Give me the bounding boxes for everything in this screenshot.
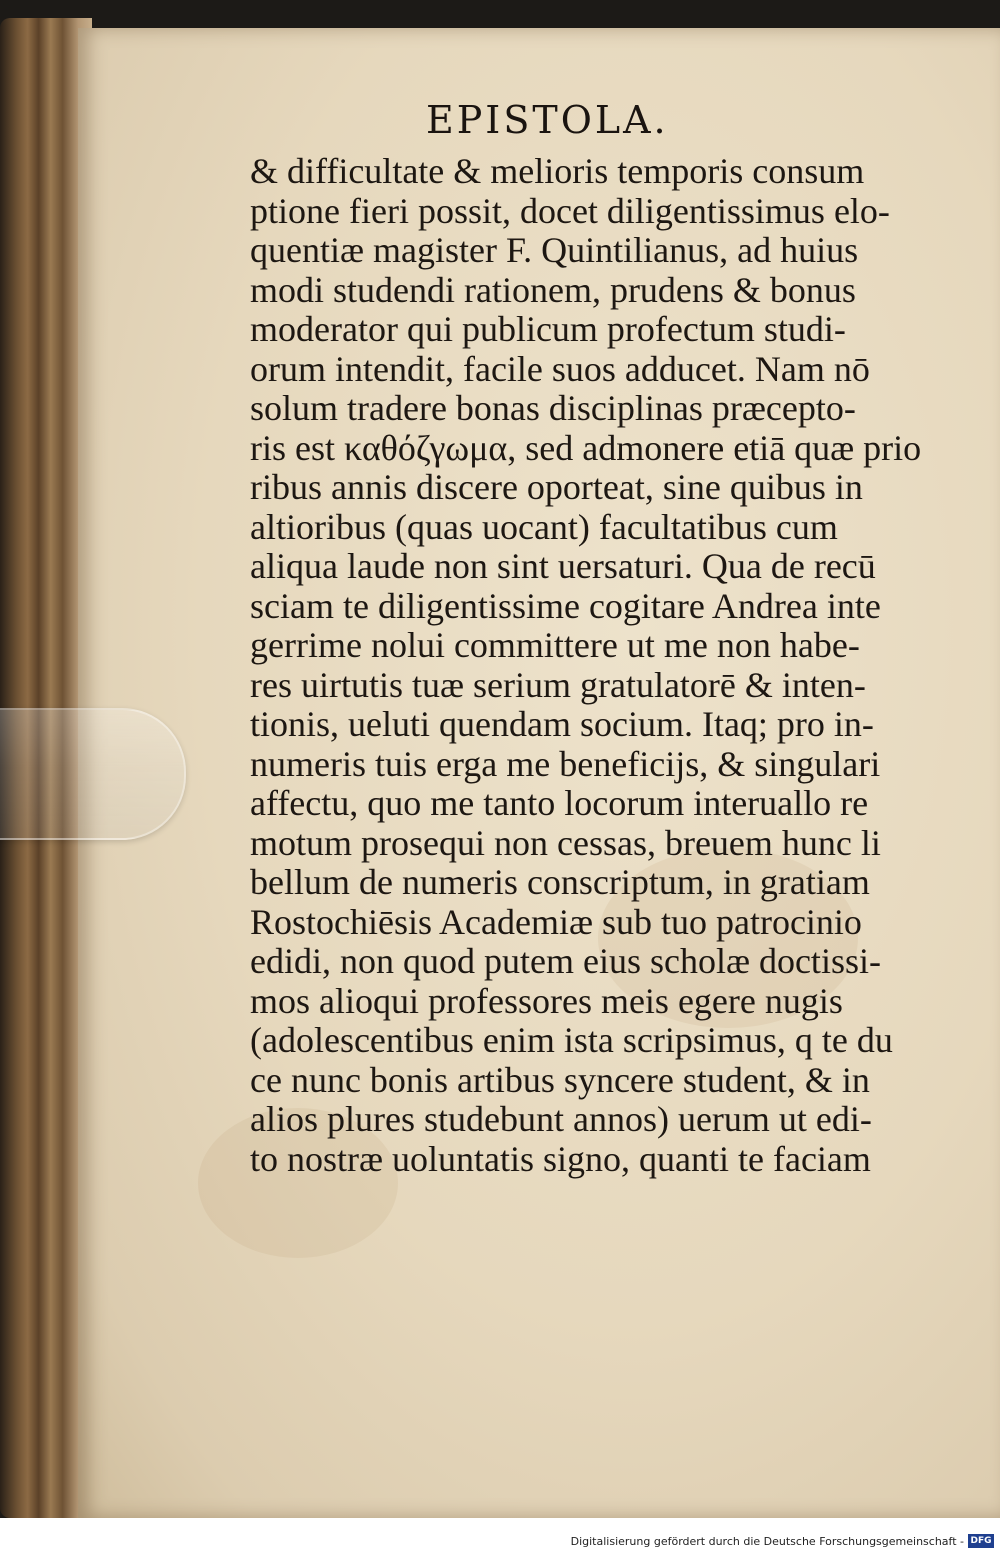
footer-bar <box>0 1518 1000 1554</box>
running-header: EPISTOLA. <box>426 98 669 142</box>
text-line: modi studendi rationem, prudens & bonus <box>250 269 856 310</box>
text-line: orum intendit, facile suos adducet. Nam nō <box>250 348 870 389</box>
text-line: ptione fieri possit, docet diligentissimus elo- <box>250 190 890 231</box>
text-line: Rostochiēsis Academiæ sub tuo patrocinio <box>250 901 862 942</box>
text-line: alios plures studebunt annos) uerum ut edi- <box>250 1099 872 1139</box>
digitization-credit: Digitalisierung gefördert durch die Deutsche Forschungsgemeinschaft - <box>570 1535 964 1548</box>
text-line: mos alioqui professores meis egere nugis <box>250 980 843 1021</box>
text-line: ce nunc bonis artibus syncere student, & in <box>250 1059 870 1100</box>
text-line: quentiæ magister F. Quintilianus, ad huius <box>250 230 859 270</box>
page-holder-clip <box>0 708 186 840</box>
text-line: numeris tuis erga me beneficijs, & singulari <box>250 743 881 784</box>
text-line: res uirtutis tuæ serium gratulatorē & inten- <box>250 664 866 705</box>
text-line: (adolescentibus enim ista scripsimus, q te du <box>250 1020 893 1060</box>
text-line: altioribus (quas uocant) facultatibus cum <box>250 506 838 547</box>
text-line: & difficultate & melioris temporis consum <box>250 151 865 191</box>
text-line: tionis, ueluti quendam socium. Itaq; pro in- <box>250 704 874 744</box>
text-line: affectu, quo me tanto locorum interuallo re <box>250 783 869 823</box>
text-line: bellum de numeris conscriptum, in gratiam <box>250 862 870 902</box>
text-line: gerrime nolui committere ut me non habe- <box>250 625 860 665</box>
text-line: moderator qui publicum profectum studi- <box>250 309 846 349</box>
text-line: to nostræ uoluntatis signo, quanti te faciam <box>250 1138 871 1179</box>
text-line: sciam te diligentissime cogitare Andrea inte <box>250 585 881 626</box>
text-line: ribus annis discere oporteat, sine quibus in <box>250 467 863 507</box>
dfg-logo-icon: DFG <box>968 1534 994 1548</box>
body-text <box>250 152 930 1179</box>
text-line: edidi, non quod putem eius scholæ doctissi- <box>250 941 881 981</box>
text-line: ris est καθόζγωμα, sed admonere etiā quæ prio <box>250 427 922 468</box>
text-line: motum prosequi non cessas, breuem hunc li <box>250 822 881 863</box>
text-line: aliqua laude non sint uersaturi. Qua de recū <box>250 546 876 586</box>
text-line: solum tradere bonas disciplinas præcepto- <box>250 388 856 428</box>
